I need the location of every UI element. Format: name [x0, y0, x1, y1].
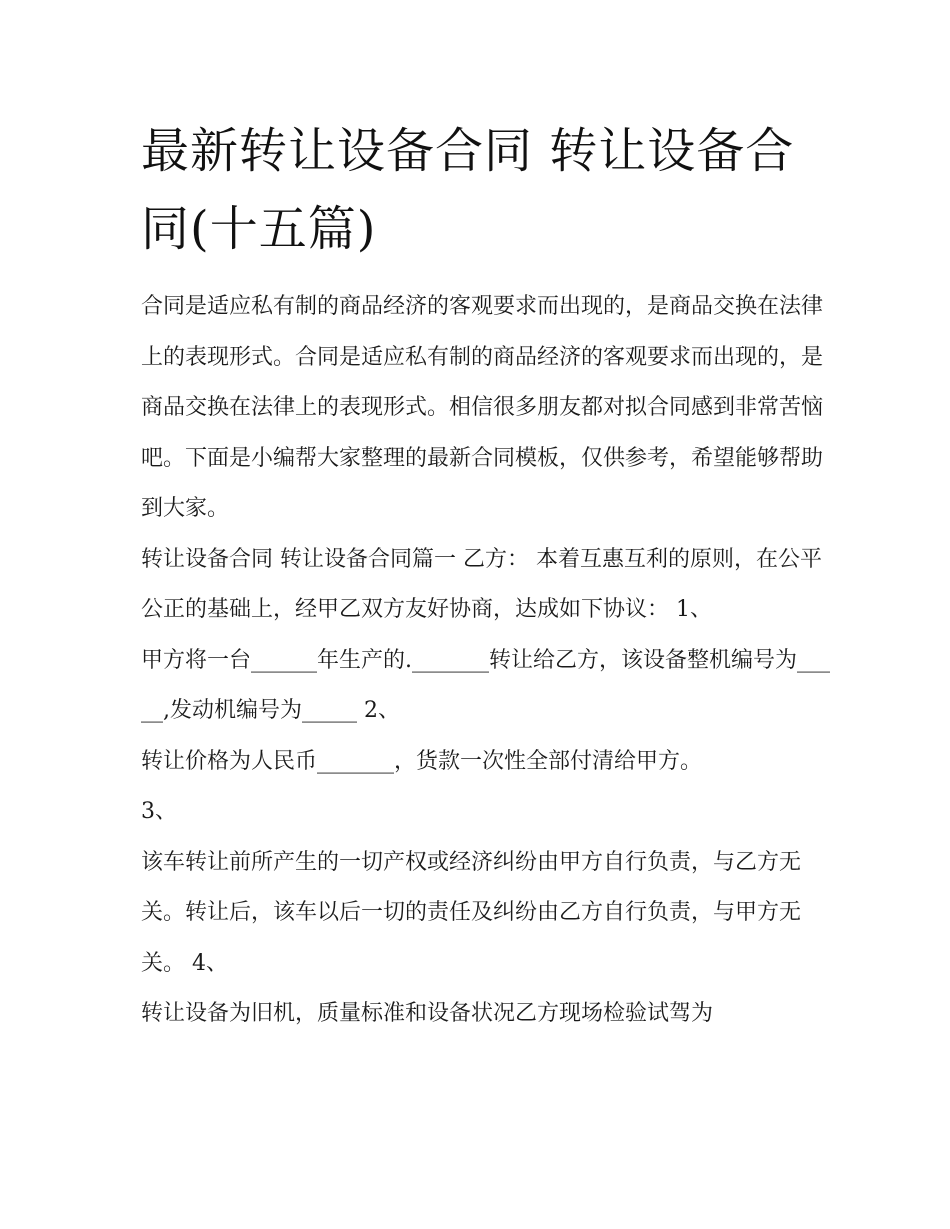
paragraph-clause-1: 甲方将一台______年生产的._______转让给乙方，该设备整机编号为_____,发动机编号为_____ 2、	[141, 647, 830, 723]
paragraph-intro: 合同是适应私有制的商品经济的客观要求而出现的，是商品交换在法律上的表现形式。合同是适应私有制的商品经济的客观要求而出现的，是商品交换在法律上的表现形式。相信很多朋友都对拟合同感到非常苦恼吧。下面是小编帮大家整理的最新合同模板，仅供参考，希望能够帮助到大家。	[141, 294, 824, 521]
document-page	[141, 112, 831, 1040]
paragraph-clause-3-number: 3、	[141, 799, 177, 824]
paragraph-contract-heading: 转让设备合同 转让设备合同篇一 乙方： 本着互惠互利的原则，在公平公正的基础上，经甲乙双方友好协商，达成如下协议： 1、	[141, 546, 822, 622]
paragraph-clause-4: 转让设备为旧机，质量标准和设备状况乙方现场检验试驾为	[141, 1001, 714, 1026]
document-title: 最新转让设备合同 转让设备合同(十五篇)	[141, 123, 795, 257]
document-body	[141, 282, 831, 1040]
paragraph-clause-2: 转让价格为人民币_______，货款一次性全部付清给甲方。	[141, 748, 703, 774]
paragraph-clause-3: 该车转让前所产生的一切产权或经济纠纷由甲方自行负责，与乙方无关。转让后，该车以后一切的责任及纠纷由乙方自行负责，与甲方无关。 4、	[141, 849, 802, 976]
